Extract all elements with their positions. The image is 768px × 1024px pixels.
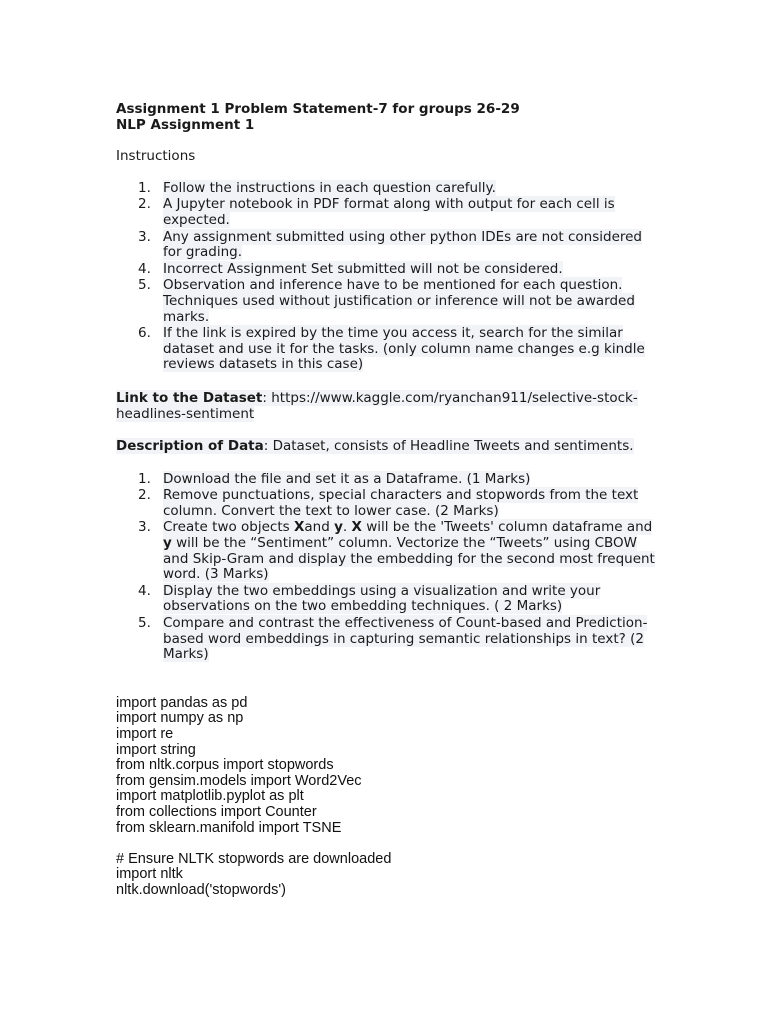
code-line: from nltk.corpus import stopwords: [116, 757, 334, 774]
code-line: from gensim.models import Word2Vec: [116, 772, 362, 789]
description-paragraph: Description of Data: Dataset, consists of Headline Tweets and sentiments.: [116, 438, 634, 455]
code-line: import re: [116, 726, 174, 742]
code-line: import matplotlib.pyplot as plt: [116, 788, 304, 805]
list-item: 1. Follow the instructions in each question carefully.: [138, 179, 496, 196]
code-line: import numpy as np: [116, 710, 244, 727]
code-line: from sklearn.manifold import TSNE: [116, 819, 342, 836]
dataset-url-link[interactable]: https://www.kaggle.com/ryanchan911/selective-stock-headlines-sentiment: [116, 389, 638, 422]
code-line: import string: [116, 741, 196, 758]
instructions-heading: Instructions: [116, 148, 196, 165]
code-block: [116, 696, 656, 899]
list-item: 5. Compare and contrast the effectiveness of Count-based and Prediction-based word embeddings in capturing semantic relationships in text? (2 Marks): [138, 615, 648, 663]
assignment-subtitle: NLP Assignment 1: [116, 116, 255, 133]
code-line: import nltk: [116, 866, 183, 883]
list-item: 4. Incorrect Assignment Set submitted will not be considered.: [138, 260, 563, 277]
list-item: 3. Any assignment submitted using other python IDEs are not considered for grading.: [138, 228, 643, 261]
list-item: 2. Remove punctuations, special characters and stopwords from the text column. Convert the text to lower case. (2 Marks): [138, 487, 639, 519]
list-item: 4. Display the two embeddings using a visualization and write your observations on the two embedding techniques. ( 2 Marks): [138, 582, 601, 615]
list-item: 2. A Jupyter notebook in PDF format along with output for each cell is expected.: [138, 196, 615, 228]
description-label: Description of Data: [116, 438, 264, 455]
dataset-link-label: Link to the Dataset: [116, 389, 263, 406]
code-line: import pandas as pd: [116, 694, 248, 711]
code-line: [116, 836, 656, 852]
instructions-list: [116, 181, 656, 373]
tasks-list: [116, 472, 656, 663]
list-item: 6. If the link is expired by the time you access it, search for the similar dataset and use it for the tasks. (only column name changes e.g kindle reviews datasets in this case): [138, 325, 645, 373]
assignment-title: Assignment 1 Problem Statement-7 for groups 26-29: [116, 101, 520, 117]
code-line: from collections import Counter: [116, 803, 317, 820]
document-content: [116, 102, 656, 899]
code-line: nltk.download('stopwords'): [116, 881, 286, 898]
list-item: 3. Create two objects Xand y. X will be the 'Tweets' column dataframe and y will be the “Sentiment” column. Vectorize the “Tweets” using CBOW and Skip-Gram and display the embedding for the second most frequent word. (3 Marks): [138, 519, 655, 583]
list-item: 1. Download the file and set it as a Dataframe. (1 Marks): [138, 470, 531, 487]
code-line: # Ensure NLTK stopwords are downloaded: [116, 850, 392, 867]
list-item: 5. Observation and inference have to be mentioned for each question. Techniques used without justification or inference will not be awarded marks.: [138, 277, 635, 325]
dataset-link-paragraph: Link to the Dataset: https://www.kaggle.com/ryanchan911/selective-stock-headlines-sentiment: [116, 389, 638, 422]
